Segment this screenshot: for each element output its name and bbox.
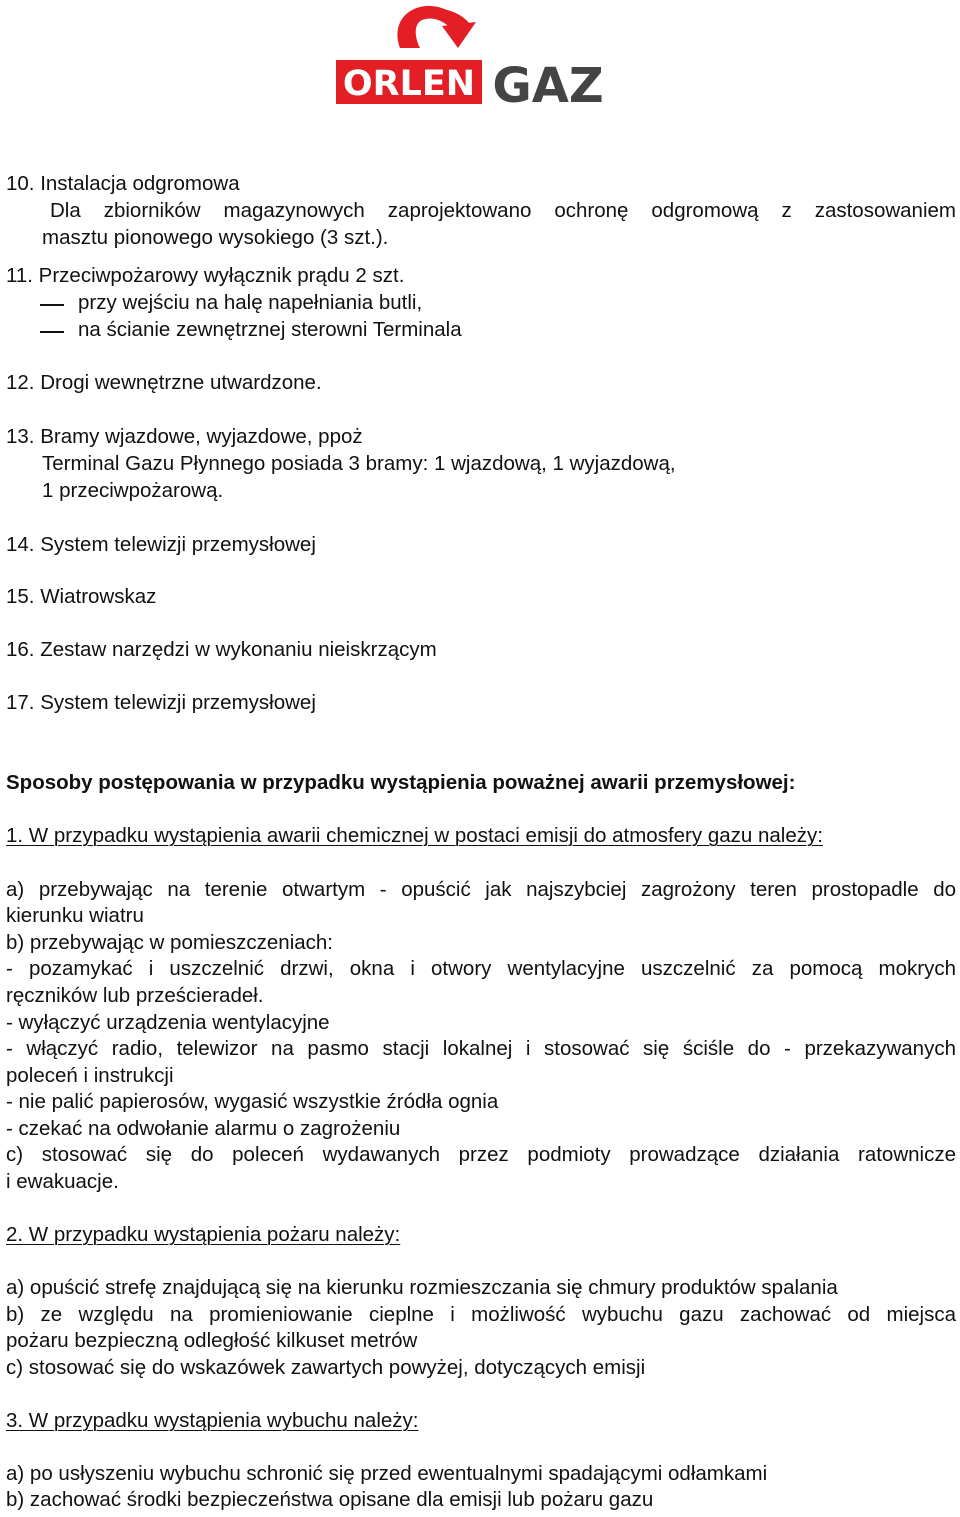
item-11-bullet-2: na ścianie zewnętrznej sterowni Terminala (78, 318, 462, 341)
item-15-heading: 15. Wiatrowskaz (6, 585, 157, 608)
logo-orlen-text: ORLEN (342, 64, 476, 104)
s3-heading: 3. W przypadku wystąpienia wybuchu należy: (6, 1409, 419, 1432)
item-11-bullet-1: przy wejściu na halę napełniania butli, (78, 291, 423, 314)
dash-bullet (40, 331, 64, 333)
orlen-gaz-logo (334, 4, 612, 108)
item-11-heading: 11. Przeciwpożarowy wyłącznik prądu 2 szt. (6, 264, 405, 287)
item-13-line-2: 1 przeciwpożarową. (42, 479, 224, 502)
logo-gaz-text: GAZ (492, 58, 604, 108)
s1-line: - nie palić papierosów, wygasić wszystkie źródła ognia (6, 1090, 499, 1113)
s1-heading: 1. W przypadku wystąpienia awarii chemicznej w postaci emisji do atmosfery gazu należy: (6, 824, 823, 847)
item-16-heading: 16. Zestaw narzędzi w wykonaniu nieiskrzącym (6, 638, 437, 661)
s1-line: poleceń i instrukcji (6, 1064, 174, 1087)
s1-line: - wyłączyć urządzenia wentylacyjne (6, 1011, 330, 1034)
logo-graphic (334, 4, 612, 108)
s2-line: c) stosować się do wskazówek zawartych powyżej, dotyczących emisji (6, 1356, 646, 1379)
s1-line: kierunku wiatru (6, 904, 144, 927)
item-10-line-1: Dla zbiorników magazynowych zaprojektowano ochronę odgromową z zastosowaniem (50, 199, 956, 222)
item-17-heading: 17. System telewizji przemysłowej (6, 691, 316, 714)
s1-line: ręczników lub prześcieradeł. (6, 984, 264, 1007)
s1-line: - włączyć radio, telewizor na pasmo stacji lokalnej i stosować się ściśle do - przekazywanych (6, 1037, 956, 1060)
s1-line: b) przebywając w pomieszczeniach: (6, 931, 333, 954)
item-12-heading: 12. Drogi wewnętrzne utwardzone. (6, 371, 322, 394)
item-13-heading: 13. Bramy wjazdowe, wyjazdowe, ppoż (6, 425, 363, 448)
s2-line: a) opuścić strefę znajdującą się na kierunku rozmieszczania się chmury produktów spalania (6, 1276, 838, 1299)
item-10-heading: 10. Instalacja odgromowa (6, 172, 240, 195)
s2-line: pożaru bezpieczną odległość kilkuset metrów (6, 1329, 418, 1352)
s1-line: c) stosować się do poleceń wydawanych przez podmioty prowadzące działania ratownicze (6, 1143, 956, 1166)
s3-line: a) po usłyszeniu wybuchu schronić się przed ewentualnymi spadającymi odłamkami (6, 1462, 768, 1485)
s1-line: i ewakuacje. (6, 1170, 119, 1193)
dash-bullet (40, 304, 64, 306)
s2-line: b) ze względu na promieniowanie cieplne i możliwość wybuchu gazu zachować od miejsca (6, 1303, 956, 1326)
item-13-line-1: Terminal Gazu Płynnego posiada 3 bramy: 1 wjazdową, 1 wyjazdową, (42, 452, 676, 475)
item-10-line-2: masztu pionowego wysokiego (3 szt.). (42, 226, 389, 249)
s1-line: - czekać na odwołanie alarmu o zagrożeniu (6, 1117, 401, 1140)
item-14-heading: 14. System telewizji przemysłowej (6, 533, 316, 556)
s1-line: a) przebywając na terenie otwartym - opuścić jak najszybciej zagrożony teren prostopadle do (6, 878, 956, 901)
s1-line: - pozamykać i uszczelnić drzwi, okna i otwory wentylacyjne uszczelnić za pomocą mokrych (6, 957, 956, 980)
section-title: Sposoby postępowania w przypadku wystąpienia poważnej awarii przemysłowej: (6, 771, 796, 794)
s3-line: b) zachować środki bezpieczeństwa opisane dla emisji lub pożaru gazu (6, 1488, 654, 1511)
s2-heading: 2. W przypadku wystąpienia pożaru należy: (6, 1223, 401, 1246)
